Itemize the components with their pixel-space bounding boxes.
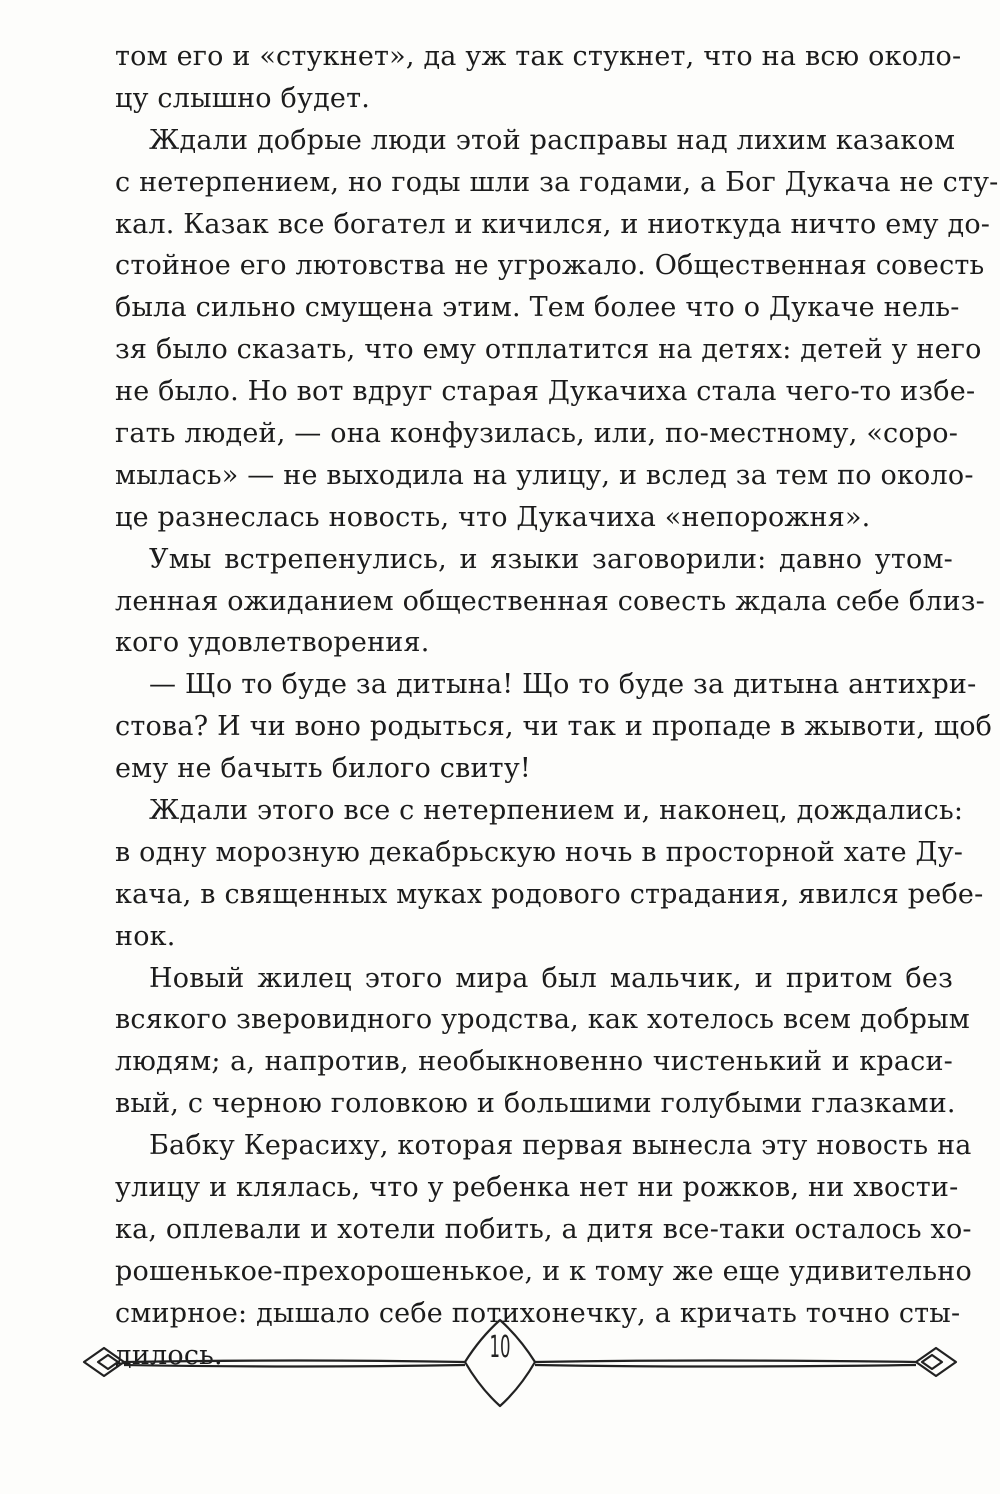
text-line: дилось. <box>115 1339 223 1371</box>
page-footer <box>0 1318 1000 1418</box>
text-line: Бабку Керасиху, которая первая вынесла эту новость на <box>149 1130 972 1162</box>
text-line: том его и «стукнет», да уж так стукнет, что на всю около- <box>115 41 962 72</box>
paragraph <box>115 958 970 1126</box>
text-line: с нетерпением, но годы шли за годами, а Бог Дукача не сту- <box>115 166 999 198</box>
body-text <box>115 36 999 1377</box>
text-line: в одну морозную декабрьскую ночь в просторной хате Ду- <box>115 836 964 868</box>
text-line: гать людей, — она конфузилась, или, по-местному, «соро- <box>115 418 959 450</box>
text-line: зя было сказать, что ему отплатится на детях: детей у него <box>115 334 982 366</box>
text-line: Ждали этого все с нетерпением и, наконец, дождались: <box>149 795 964 827</box>
text-line: Ждали добрые люди этой расправы над лихим казаком <box>149 124 956 156</box>
text-line: была сильно смущена этим. Тем более что о Дукаче нель- <box>115 292 960 324</box>
text-line: мылась» — не выходила на улицу, и вслед за тем по около- <box>115 459 974 491</box>
paragraph <box>115 790 984 958</box>
text-line: улицу и клялась, что у ребенка нет ни рожков, ни хвости- <box>115 1172 959 1204</box>
text-line: нок. <box>115 920 176 952</box>
text-line: кача, в священных муках родового страдания, явился ребе- <box>115 878 984 910</box>
text-line: цу слышно будет. <box>115 82 370 114</box>
text-line: людям; а, напротив, необыкновенно чистенький и краси- <box>115 1046 953 1078</box>
text-line: ему не бачыть билого свиту! <box>115 753 531 785</box>
text-line: стова? И чи воно родыться, чи так и пропаде в жывоти, щоб <box>115 711 993 743</box>
text-line: кал. Казак все богател и кичился, и ниоткуда ничто ему до- <box>115 208 991 240</box>
text-line: кого удовлетворения. <box>115 627 430 659</box>
text-line: Новый жилец этого мира был мальчик, и притом без <box>149 962 953 994</box>
paragraph <box>115 539 985 665</box>
text-line: не было. Но вот вдруг старая Дукачиха стала чего-то избе- <box>115 376 976 408</box>
page-number: 10 <box>489 1330 511 1365</box>
text-line: стойное его лютовства не угрожало. Общественная совесть <box>115 250 985 282</box>
paragraph <box>115 120 999 539</box>
paragraph <box>115 664 993 790</box>
text-line: вый, с черною головкою и большими голубыми глазками. <box>115 1088 956 1120</box>
text-line: смирное: дышало себе потихонечку, а кричать точно сты- <box>115 1297 961 1329</box>
text-line: ленная ожиданием общественная совесть ждала себе близ- <box>115 585 985 617</box>
text-line: рошенькое-прехорошенькое, и к тому же еще удивительно <box>115 1255 972 1287</box>
text-line: це разнеслась новость, что Дукачиха «непорожня». <box>115 501 871 533</box>
text-line: всякого зверовидного уродства, как хотелось всем добрым <box>115 1004 970 1036</box>
text-line: ка, оплевали и хотели побить, а дитя все-таки осталось хо- <box>115 1213 972 1245</box>
paragraph <box>115 36 962 120</box>
text-line: Умы встрепенулись, и языки заговорили: давно утом- <box>149 543 953 575</box>
text-line: — Що то буде за дитына! Що то буде за дитына антихри- <box>149 669 977 701</box>
